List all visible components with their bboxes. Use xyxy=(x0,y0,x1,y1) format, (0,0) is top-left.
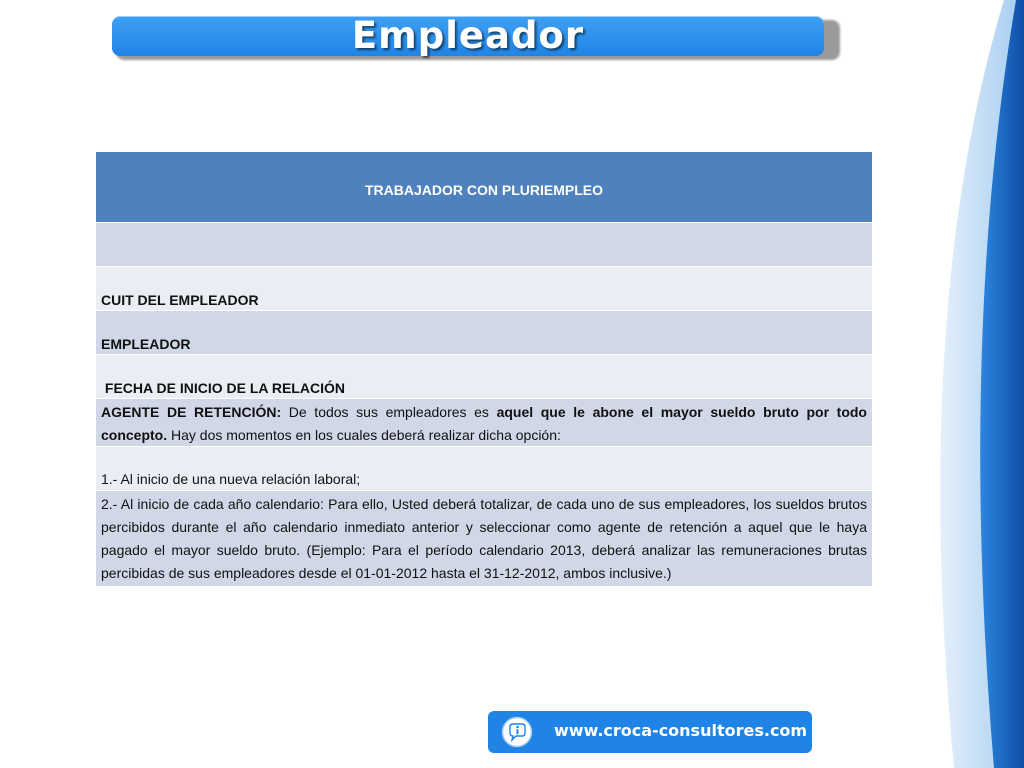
table-row-option-2 xyxy=(96,491,872,587)
decorative-swoosh xyxy=(884,0,1024,768)
fecha-label: FECHA DE INICIO DE LA RELACIÓN xyxy=(101,380,345,396)
empleador-label: EMPLEADOR xyxy=(101,336,191,352)
agent-label: AGENTE DE RETENCIÓN: xyxy=(101,404,282,420)
table-row-fecha xyxy=(96,355,872,399)
table-row-empleador xyxy=(96,311,872,355)
website-url[interactable]: www.croca-consultores.com xyxy=(554,721,808,740)
option-2-text: 2.- Al inicio de cada año calendario: Para ello, Usted deberá totalizar, de cada uno de sus empleadores, los sueldos brutos percibidos durante el año calendario inmediato anterior y seleccionar como agente de retención a aquel que le haya pagado el mayor sueldo bruto. (Ejemplo: Para el período calendario 2013, deberá analizar las remuneraciones brutas percibidas de sus empleadores desde el 01-01-2012 hasta el 31-12-2012, ambos inclusive.) xyxy=(101,496,867,581)
table-row-option-1 xyxy=(96,447,872,491)
slide-title: Empleador xyxy=(351,14,585,57)
agent-text-2: Hay dos momentos en los cuales deberá realizar dicha opción: xyxy=(167,427,561,443)
cuit-label: CUIT DEL EMPLEADOR xyxy=(101,292,259,308)
table-row-empty xyxy=(96,223,872,267)
agent-bold-text: aquel que le abone el mayor sueldo bruto por todo concepto. xyxy=(101,404,867,443)
agent-text-1: De todos sus empleadores es xyxy=(281,404,497,420)
table-row-agente xyxy=(96,399,872,447)
footer-url-badge[interactable] xyxy=(488,711,812,753)
table-row-cuit xyxy=(96,267,872,311)
info-chat-icon xyxy=(501,716,533,748)
table-header: TRABAJADOR CON PLURIEMPLEO xyxy=(96,152,872,223)
pluriempleo-table xyxy=(96,152,872,587)
option-1-text: 1.- Al inicio de una nueva relación laboral; xyxy=(101,471,361,487)
